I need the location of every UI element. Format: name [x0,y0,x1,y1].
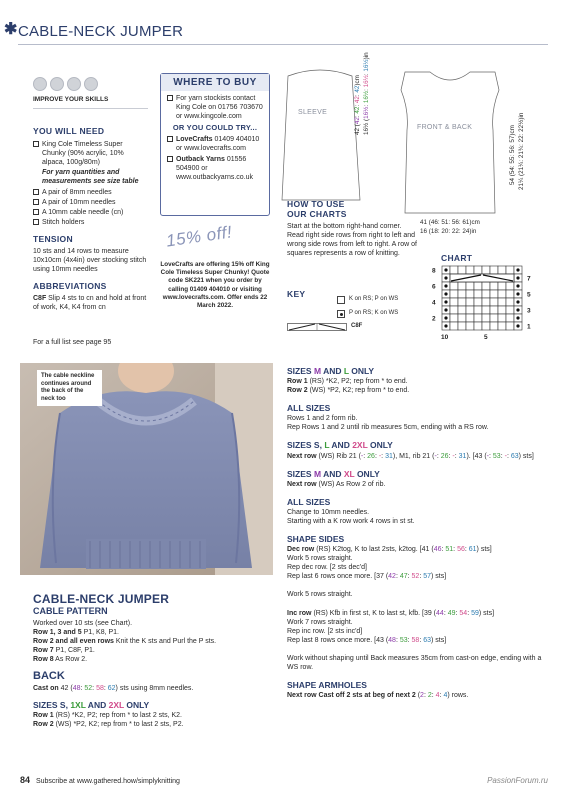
pattern-row: Row 2 (WS) *P2, K2; rep from * to last 2 sts, P2. [33,720,184,728]
purl-dot [516,324,519,327]
materials-list [33,140,148,227]
front-back-label: FRONT & BACK [417,124,473,131]
tension-heading: TENSION [33,233,73,244]
all-sizes-heading-2: ALL SIZES [287,496,331,507]
checkbox-icon [33,199,39,205]
pattern-text: Work 5 rows straight. [287,555,353,563]
chart-row-label: 8 [432,267,436,275]
where-item: For yarn stockists contact King Cole on 01756 703670 or www.kingcole.com [167,94,263,121]
chart-col-label: 10 [441,334,449,339]
chart-cell [466,290,474,298]
purl-dot [444,308,447,311]
sizes-m-xl-heading: SIZES M AND XL ONLY [287,468,380,479]
chart-cell [458,314,466,322]
chart-cell [458,290,466,298]
pattern-text: Rep dec row. [2 sts dec'd] [287,564,367,572]
purl-dot [516,284,519,287]
chart-cell [458,322,466,330]
page-title: CABLE-NECK JUMPER [18,23,184,40]
checkbox-icon [33,189,39,195]
sizes-s-l-2xl-heading: SIZES S, L AND 2XL ONLY [287,440,393,451]
chart-cell [498,282,506,290]
chart-cell [506,306,514,314]
back-heading: BACK [33,670,65,683]
shape-armholes-heading: SHAPE ARMHOLES [287,680,367,691]
you-will-need-heading: YOU WILL NEED [33,126,105,136]
sizes-m-l-heading: SIZES M AND L ONLY [287,366,375,376]
chart-cell [466,314,474,322]
pattern-title: CABLE-NECK JUMPER [33,592,170,606]
chart-row-label: 1 [527,323,531,331]
chart-cell [466,322,474,330]
full-list-note: For a full list see page 95 [33,339,112,346]
pattern-row: Next row (WS) As Row 2 of rib. [287,480,386,488]
chart-cell [498,306,506,314]
list-item: A pair of 10mm needles [33,198,148,207]
chart-cell [482,322,490,330]
purl-dot [516,300,519,303]
chart-cell [450,298,458,306]
key-heading: KEY [287,289,306,299]
pattern-row: Next row Cast off 2 sts at beg of next 2 (2: 2: 4: 4) rows. [287,692,469,700]
purl-dot [444,284,447,287]
chart-row-label: 7 [527,275,531,283]
pattern-text: Work without shaping until Back measures 35cm from cast-on edge, ending with a WS row. [287,654,542,671]
yarn-quantity-note: For yarn quantities and measurements see size table [42,169,139,186]
photo-callout: The cable neckline continues around the back of the neck too [37,370,102,406]
pattern-row: Row 1 (RS) *K2, P2; rep from * to end. [287,378,408,386]
pattern-intro: Worked over 10 sts (see Chart). [33,619,133,627]
chart-cell [506,314,514,322]
checkbox-icon [33,219,39,225]
chart-row-label: 6 [432,283,436,291]
offer-text: LoveCrafts are offering 15% off King Cole Timeless Super Chunky! Quote code SK221 when you order by calling 01409 404010 or visiting www.lovecrafts.com. Offer ends 22 March 2022. [160,261,270,309]
where-item: LoveCrafts 01409 404010 or www.lovecrafts.com [167,135,263,153]
chart-cell [450,314,458,322]
chart-cell [482,314,490,322]
chart-cell [458,298,466,306]
chart-cell [498,298,506,306]
pattern-row: Row 1, 3 and 5 P1, K8, P1. [33,628,119,636]
chart-cell [498,290,506,298]
chart-cell [498,266,506,274]
chart-cell [490,314,498,322]
chart-cell [498,314,506,322]
you-will-need-section [33,126,148,312]
chart-cell [474,314,482,322]
sizes-heading: SIZES S, 1XL AND 2XL ONLY [33,699,150,710]
chart-cell [490,266,498,274]
pattern-row: Next row (WS) Rib 21 (-: 26: -: 31), M1, rib 21 (-: 26: -: 31). [43 (-: 53: -: 63) sts] [287,452,534,460]
abbreviations-heading: ABBREVIATIONS [33,281,107,292]
chart-cell [490,298,498,306]
checkbox-icon [167,156,173,162]
offer-badge: 15% off! [164,222,234,251]
pattern-text: Work 7 rows straight. [287,618,353,626]
chart-col-label: 5 [484,334,488,339]
pattern-row: Rep last 8 rows once more. [43 (48: 53: 58: 63) sts] [287,636,447,644]
checkbox-icon [167,136,173,142]
pattern-row: Row 8 As Row 2. [33,656,88,664]
chart-cell [490,322,498,330]
purl-dot [444,276,447,279]
cast-on-row: Cast on 42 (48: 52: 58: 62) sts using 8mm needles. [33,684,194,692]
chart-cell [506,322,514,330]
page-number: 84 [20,775,31,785]
chart-cell [498,322,506,330]
chart-cell [482,306,490,314]
checkbox-icon [167,95,173,101]
pattern-text: Rep Rows 1 and 2 until rib measures 5cm, ending with a RS row. [287,424,489,432]
abbreviation-entry: C8F Slip 4 sts to cn and hold at front of work, K4, K4 from cn [33,295,147,312]
front-back-schematic [395,70,505,215]
key-item: P on RS; K on WS [337,310,398,318]
how-to-use-heading: HOW TO USE OUR CHARTS [287,199,347,219]
chart-cell [474,322,482,330]
purl-dot [516,268,519,271]
footer-subscribe-text: Subscribe at www.gathered.how/simplyknitting [35,778,180,785]
chart-row-label: 4 [432,299,436,307]
purl-dot [516,316,519,319]
pattern-right-column [287,366,549,700]
chart-cell [466,298,474,306]
key-item: C8F [287,323,362,331]
chart-cell [474,282,482,290]
purl-dot [444,300,447,303]
front-height-in: 21¼ (21¼: 21¾: 22: 22½)in [518,112,525,190]
chart-cell [450,266,458,274]
chart-cell [506,298,514,306]
chart-cell [482,266,490,274]
chart-cell [466,266,474,274]
could-try-heading: OR YOU COULD TRY... [172,123,258,133]
sleeve-height-in: 16½ (16½: 16½: 16½: 16½)in [363,52,370,135]
purl-dot [516,276,519,279]
list-item: Stitch holders [33,218,148,227]
list-item: A pair of 8mm needles [33,188,148,197]
skill-dot-icon [50,77,64,91]
chart-row-label: 2 [432,315,436,323]
list-item: A 10mm cable needle (cn) [33,208,148,217]
skill-level-dots [33,77,98,91]
chart-cell [466,282,474,290]
where-item: Outback Yarns 01556 504900 or www.outbackyarns.co.uk [167,155,263,182]
purl-dot [516,308,519,311]
chart-row-label: 3 [527,307,531,315]
chart-cell [450,306,458,314]
pattern-row: Row 1 (RS) *K2, P2; rep from * to last 2 sts, K2. [33,711,183,719]
skills-label: IMPROVE YOUR SKILLS [33,96,109,103]
purl-dot [444,316,447,319]
stitch-chart [428,264,533,339]
chart-cell [450,282,458,290]
width-in: 16 (18: 20: 22: 24)in [420,228,477,235]
sleeve-schematic [280,68,362,208]
chart-cell [506,266,514,274]
watermark: PassionForum.ru [487,776,548,785]
chart-cell [450,290,458,298]
chart-cell [490,282,498,290]
knit-square-icon [337,296,345,304]
all-sizes-heading: ALL SIZES [287,403,331,414]
skill-dot-icon [33,77,47,91]
chart-cell [482,298,490,306]
key-item: K on RS; P on WS [337,296,398,304]
skill-dot-icon [84,77,98,91]
pattern-text: Starting with a K row work 4 rows in st st. [287,517,415,525]
chart-cell [458,282,466,290]
list-item: King Cole Timeless Super Chunky (90% acrylic, 10% alpaca, 100g/80m) [33,140,148,167]
pattern-text: Rows 1 and 2 form rib. [287,415,358,423]
pattern-left-column [33,593,273,729]
chart-cell [474,306,482,314]
pattern-row: Row 2 and all even rows Knit the K sts and Purl the P sts. [33,638,217,646]
purl-dot [444,268,447,271]
sleeve-label: SLEEVE [298,109,328,116]
purl-square-icon [337,310,345,318]
how-to-use-text: Start at the bottom right-hand corner. Read right side rows from right to left and wrong side rows from left to right. A row of squares represents a row of knitting. [287,223,417,258]
chart-cell [482,290,490,298]
pattern-text: Change to 10mm needles. [287,508,370,516]
chart-row-label: 5 [527,291,531,299]
purl-dot [444,324,447,327]
purl-dot [444,292,447,295]
pattern-text: Rep inc row. [2 sts inc'd] [287,627,363,635]
cable-c8f-icon [287,323,347,331]
sleeve-height-cm: 42 (42: 42: 42: 42)cm [354,75,361,135]
pattern-row: Inc row (RS) Kfb in first st, K to last st, kfb. [39 (44: 49: 54: 59) sts] [287,609,495,617]
pattern-row: Dec row (RS) K2tog, K to last 2sts, k2tog. [41 (46: 51: 56: 61) sts] [287,546,492,554]
skills-divider [33,108,148,109]
chart-cell [466,306,474,314]
cable-cell [450,274,514,282]
chart-cell [490,290,498,298]
shape-sides-heading: SHAPE SIDES [287,533,345,544]
chart-cell [506,290,514,298]
chart-cell [474,290,482,298]
chart-cell [458,306,466,314]
header-asterisk-icon: ✱ [4,21,18,38]
where-to-buy-heading: WHERE TO BUY [161,74,269,91]
checkbox-icon [33,141,39,147]
chart-cell [490,306,498,314]
chart-cell [458,266,466,274]
chart-cell [450,322,458,330]
pattern-subtitle: CABLE PATTERN [33,606,108,617]
header-divider [18,44,548,45]
checkbox-icon [33,209,39,215]
chart-cell [482,282,490,290]
pattern-row: Row 2 (WS) *P2, K2; rep from * to end. [287,387,410,395]
chart-heading: CHART [441,253,473,263]
pattern-text: Work 5 rows straight. [287,591,353,599]
chart-cell [474,298,482,306]
pattern-row: Row 7 P1, C8F, P1. [33,647,95,655]
where-to-buy-box [160,73,270,216]
page-footer [20,775,180,787]
front-height-cm: 54 (54: 55: 56: 57)cm [509,125,516,185]
chart-cell [506,282,514,290]
chart-cell [474,266,482,274]
purl-dot [516,292,519,295]
skill-dot-icon [67,77,81,91]
tension-text: 10 sts and 14 rows to measure 10x10cm (4x4in) over stocking stitch using 10mm needles [33,247,147,274]
pattern-row: Rep last 6 rows once more. [37 (42: 47: 52: 57) sts] [287,573,447,581]
width-cm: 41 (46: 51: 56: 61)cm [420,219,480,226]
